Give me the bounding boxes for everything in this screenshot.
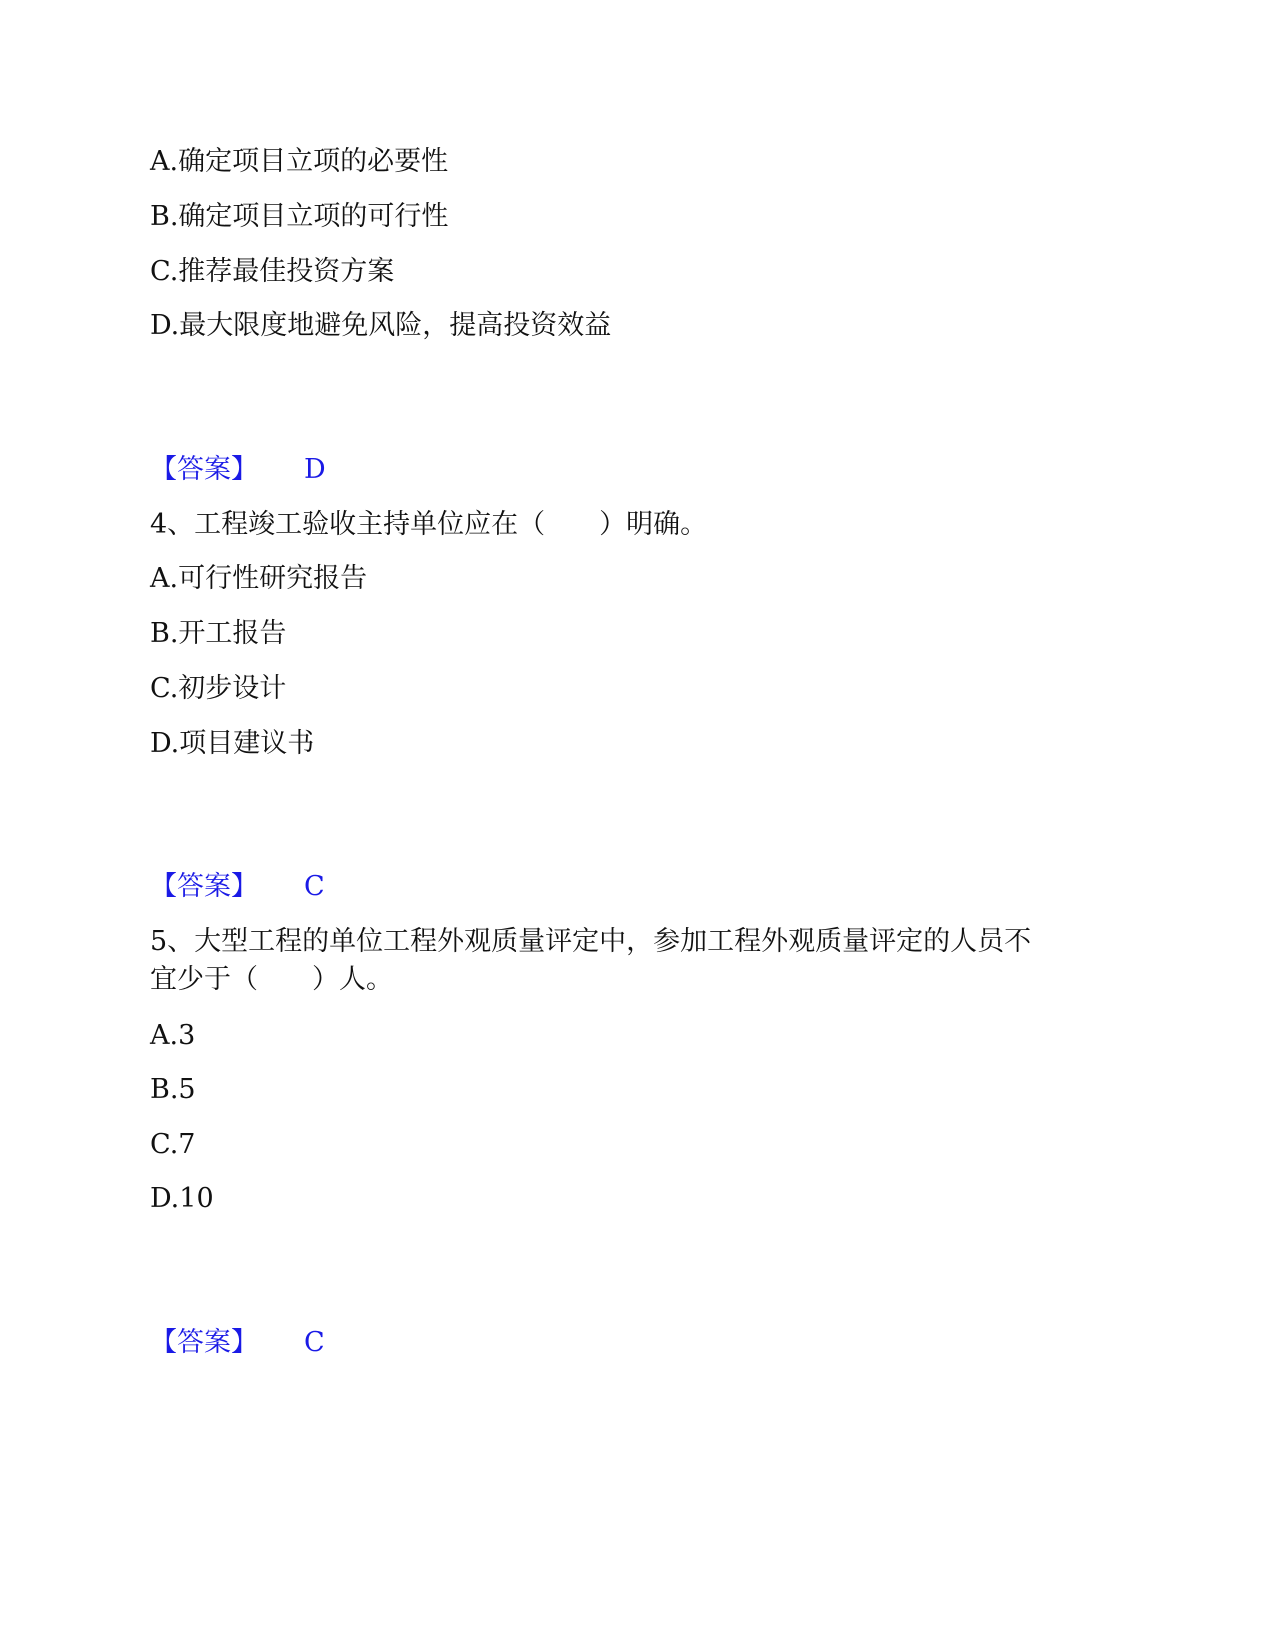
q5-answer — [150, 1325, 325, 1361]
q5-answer-label: 【答案】 — [150, 1327, 258, 1358]
q5-option-d: D.10 — [150, 1183, 214, 1214]
q3-option-d: D.最大限度地避免风险，提高投资效益 — [150, 310, 612, 341]
q4-option-c: C.初步设计 — [150, 673, 287, 704]
q5-option-b: B.5 — [150, 1074, 196, 1105]
q4-option-a: A.可行性研究报告 — [150, 563, 368, 594]
q4-option-d: D.项目建议书 — [150, 728, 315, 759]
q3-answer — [150, 452, 326, 488]
q3-option-a: A.确定项目立项的必要性 — [150, 146, 449, 177]
q4-option-b: B.开工报告 — [150, 618, 287, 649]
q5-question-line1: 5、大型工程的单位工程外观质量评定中，参加工程外观质量评定的人员不 — [150, 926, 1032, 957]
q4-answer-label: 【答案】 — [150, 871, 258, 902]
q3-answer-label: 【答案】 — [150, 454, 258, 485]
q5-option-a: A.3 — [150, 1020, 196, 1051]
q4-answer — [150, 869, 325, 905]
q5-option-c: C.7 — [150, 1129, 196, 1160]
q5-answer-value: C — [304, 1327, 325, 1358]
q3-option-c: C.推荐最佳投资方案 — [150, 256, 395, 287]
q3-answer-value: D — [304, 454, 326, 485]
q4-answer-value: C — [304, 871, 325, 902]
q5-question-line2: 宜少于（ ）人。 — [150, 964, 393, 995]
q3-option-b: B.确定项目立项的可行性 — [150, 201, 449, 232]
q4-question: 4、工程竣工验收主持单位应在（ ）明确。 — [150, 509, 708, 540]
